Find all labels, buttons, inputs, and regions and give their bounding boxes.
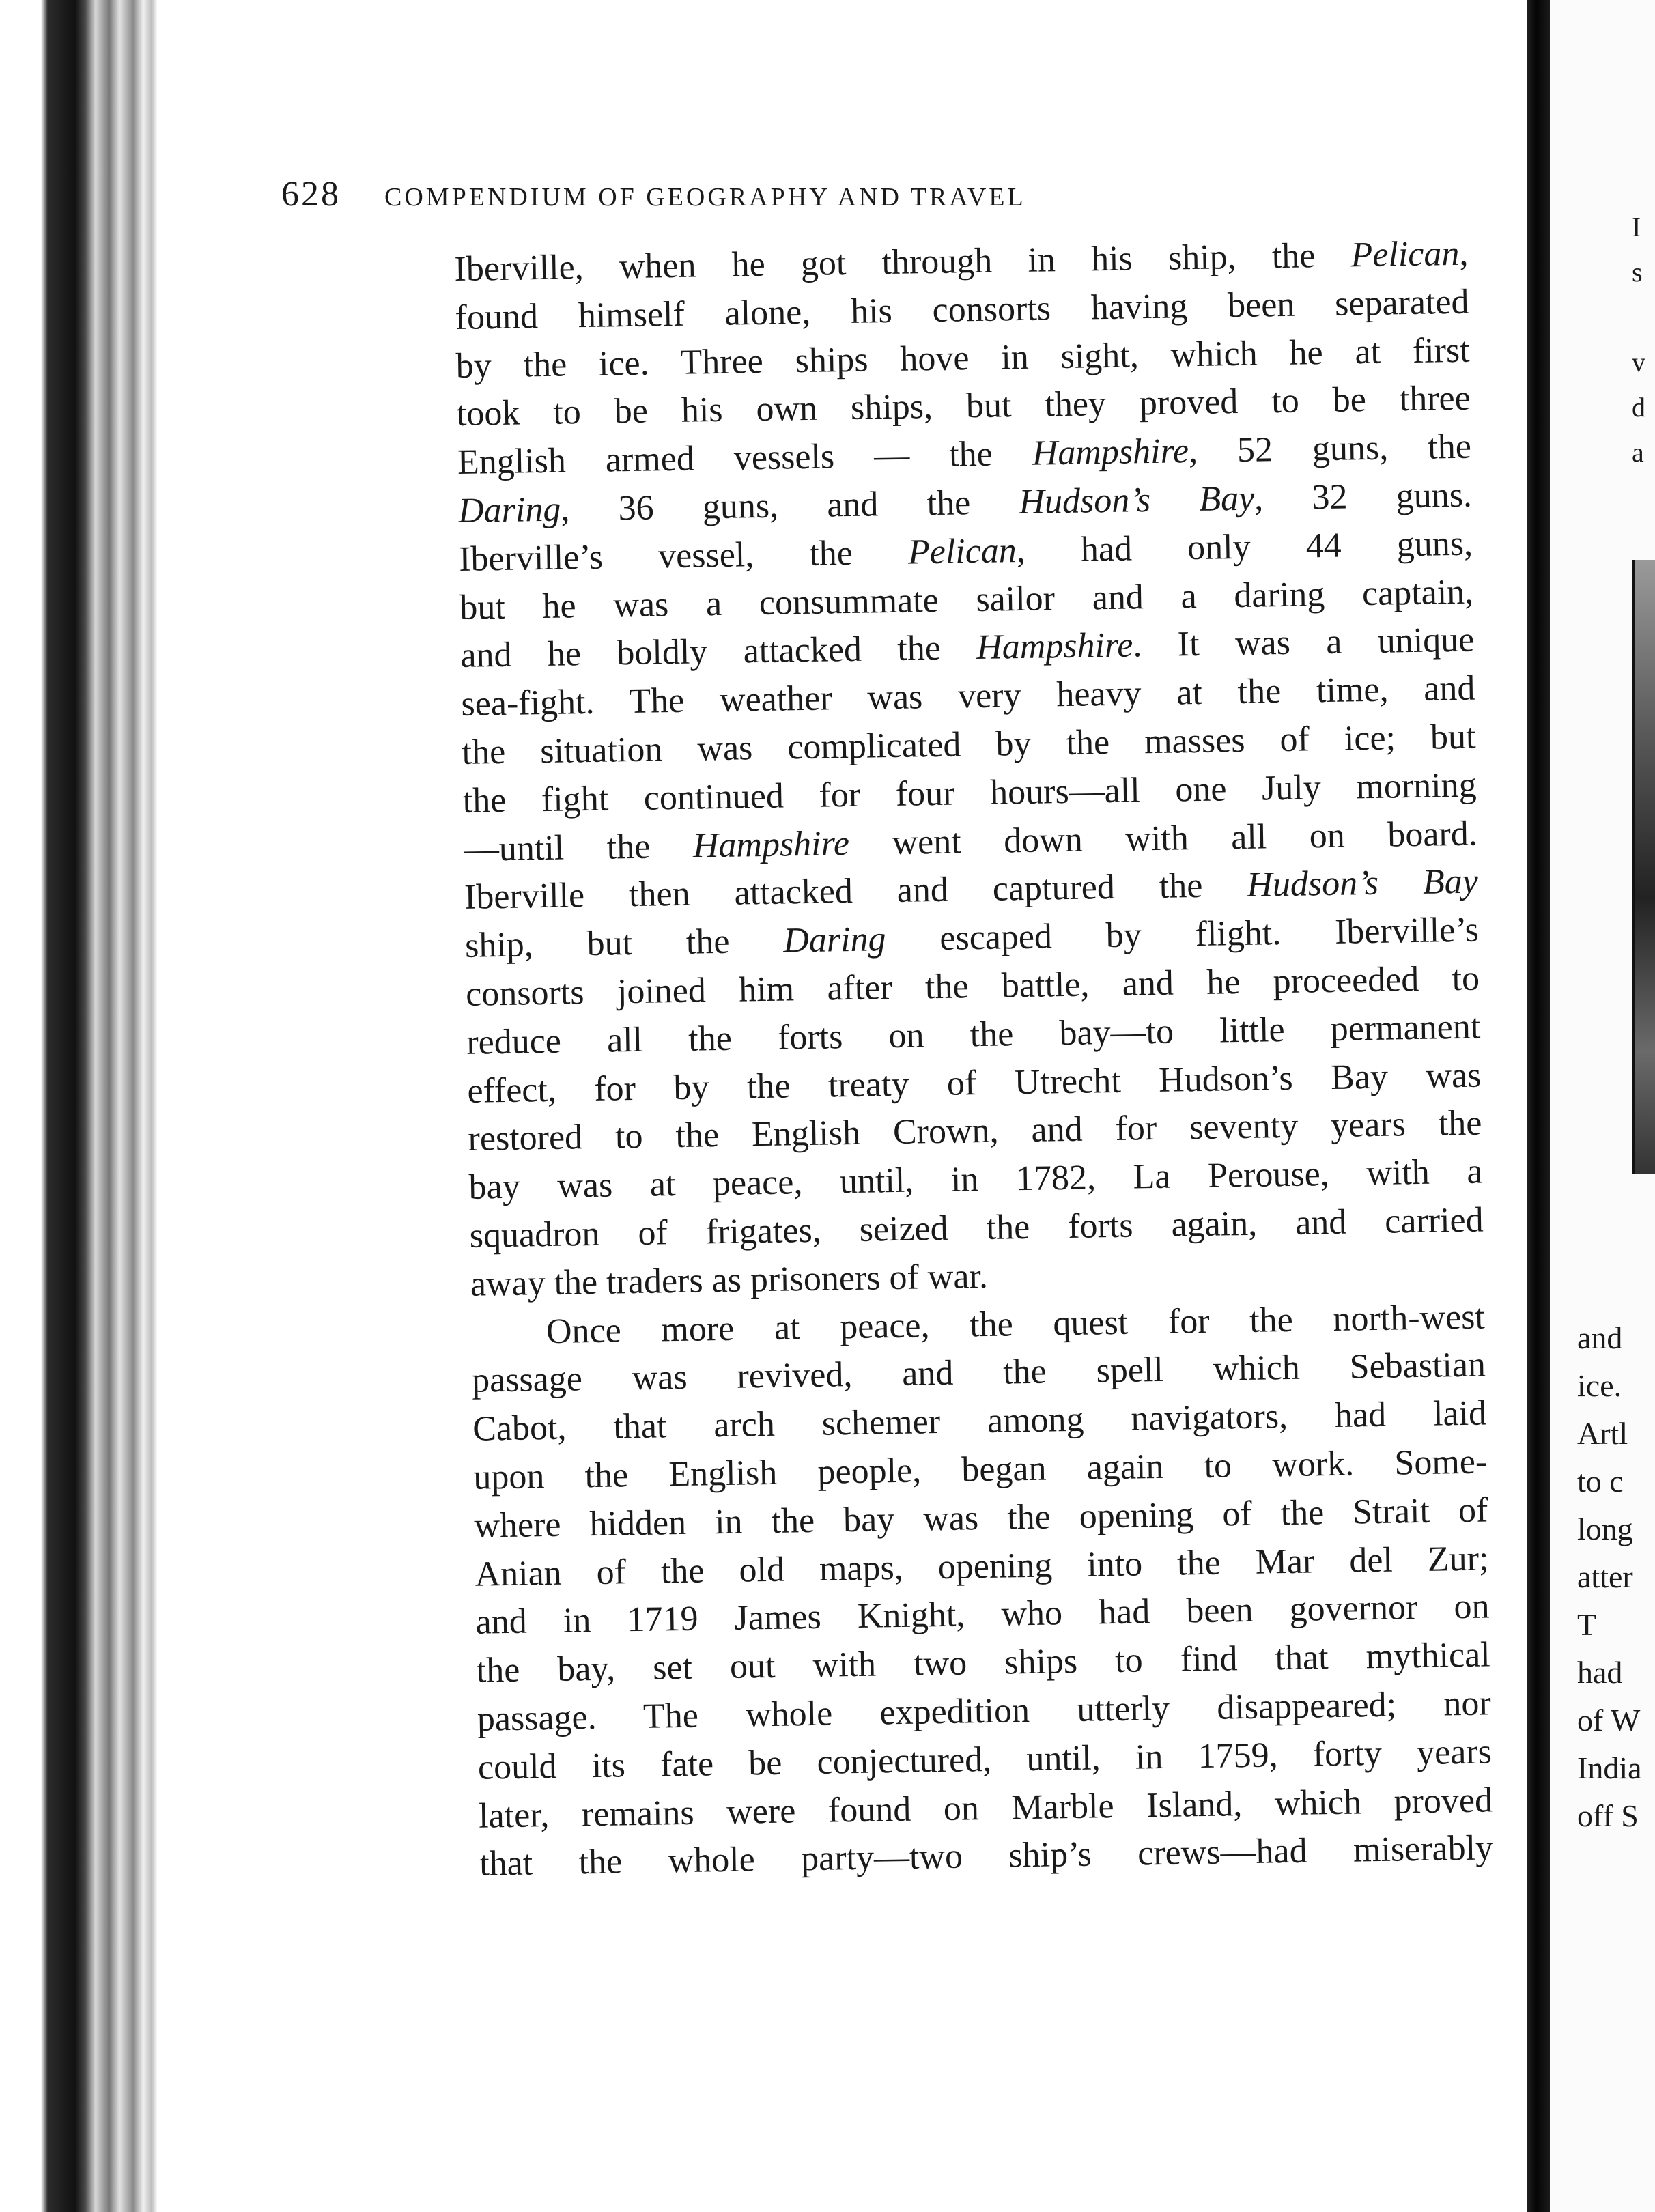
paragraph-first-line: Once more at peace, the quest for the north-west [546, 1297, 1486, 1351]
text-line: but he was a consummate sailor and a daring captain, [459, 572, 1474, 627]
text-line: the bay, set out with two ships to find that mythical [476, 1635, 1491, 1690]
fragment: long [1577, 1512, 1633, 1546]
text-line: where hidden in the bay was the opening of the Strait of [474, 1490, 1488, 1546]
facing-page-lower-fragments [1577, 1314, 1642, 1840]
text-line: bay was at peace, until, in 1782, La Perouse, with a [468, 1152, 1483, 1207]
running-head-title: COMPENDIUM OF GEOGRAPHY AND TRAVEL [384, 183, 1026, 212]
text-line: upon the English people, began again to work. Some- [472, 1442, 1488, 1497]
fragment: ice. [1577, 1368, 1622, 1403]
page-gutter [1527, 0, 1550, 2212]
fragment: India [1577, 1750, 1642, 1785]
text-line: sea-fight. The weather was very heavy at the time, and [461, 668, 1475, 724]
text-line: Anian of the old maps, opening into the Mar del Zur; [475, 1538, 1489, 1594]
text-line: ship, but the Daring escaped by flight. Iberville’s [464, 910, 1480, 966]
text-line: and in 1719 James Knight, who had been governor on [475, 1587, 1490, 1643]
text-line: Daring, 36 guns, and the Hudson’s Bay, 32 guns. [457, 475, 1473, 530]
text-line: Cabot, that arch schemer among navigators, had laid [472, 1393, 1487, 1449]
text-line: the situation was complicated by the masses of ice; but [462, 717, 1476, 772]
text-line: restored to the English Crown, and for seventy years the [468, 1103, 1482, 1159]
text-line: later, remains were found on Marble Island, which proved [478, 1780, 1493, 1836]
text-line: effect, for by the treaty of Utrecht Hudson’s Bay was [466, 1055, 1482, 1111]
fragment: T [1577, 1607, 1597, 1642]
text-line: by the ice. Three ships hove in sight, which he at first [455, 330, 1471, 386]
fragment: v [1632, 347, 1645, 378]
running-head [281, 174, 1374, 229]
fragment: to c [1577, 1464, 1624, 1499]
text-line: away the traders as prisoners of war. [470, 1256, 989, 1304]
text-line: Iberville then attacked and captured the Hudson’s Bay [464, 862, 1479, 918]
text-line: passage was revived, and the spell which Sebastian [471, 1345, 1486, 1401]
book-edge [0, 0, 157, 2212]
fragment: s [1632, 257, 1643, 287]
text-line: —until the Hampshire went down with all on board. [463, 814, 1478, 869]
fragment: had [1577, 1655, 1623, 1690]
fragment: I [1632, 212, 1641, 242]
text-line: and he boldly attacked the Hampshire. It was a unique [459, 620, 1475, 676]
facing-page [1550, 0, 1655, 2212]
fragment: of W [1577, 1703, 1641, 1738]
fragment: off S [1577, 1798, 1639, 1833]
fragment: d [1632, 392, 1645, 423]
text-line: squadron of frigates, seized the forts again, and carried [469, 1200, 1484, 1256]
text-line: consorts joined him after the battle, and he proceeded to [465, 959, 1480, 1014]
text-line: could its fate be conjectured, until, in 1759, forty years [477, 1732, 1493, 1787]
fragment: atter [1577, 1559, 1633, 1594]
text-line: the fight continued for four hours—all one July morning [462, 765, 1477, 821]
page-number: 628 [281, 175, 341, 214]
text-line: passage. The whole expedition utterly disappeared; nor [477, 1684, 1492, 1739]
fragment [1632, 295, 1645, 340]
text-line: English armed vessels — the Hampshire, 52 guns, the [457, 427, 1472, 483]
text-line: reduce all the forts on the bay—to little permanent [466, 1007, 1481, 1062]
facing-page-upper-fragments [1632, 205, 1645, 475]
text-line: that the whole party—two ship’s crews—had miserably [479, 1828, 1494, 1884]
fragment: Artl [1577, 1416, 1628, 1451]
text-line: Iberville’s vessel, the Pelican, had only 44 guns, [458, 524, 1473, 579]
text-line: Iberville, when he got through in his ship, the Pelican, [454, 233, 1469, 289]
text-line: took to be his own ships, but they proved to be three [456, 379, 1471, 434]
body-text [454, 230, 1494, 1889]
facing-page-photo [1632, 560, 1655, 1174]
fragment: a [1632, 437, 1644, 468]
fragment: and [1577, 1320, 1623, 1355]
text-line: found himself alone, his consorts having been separated [455, 282, 1469, 337]
